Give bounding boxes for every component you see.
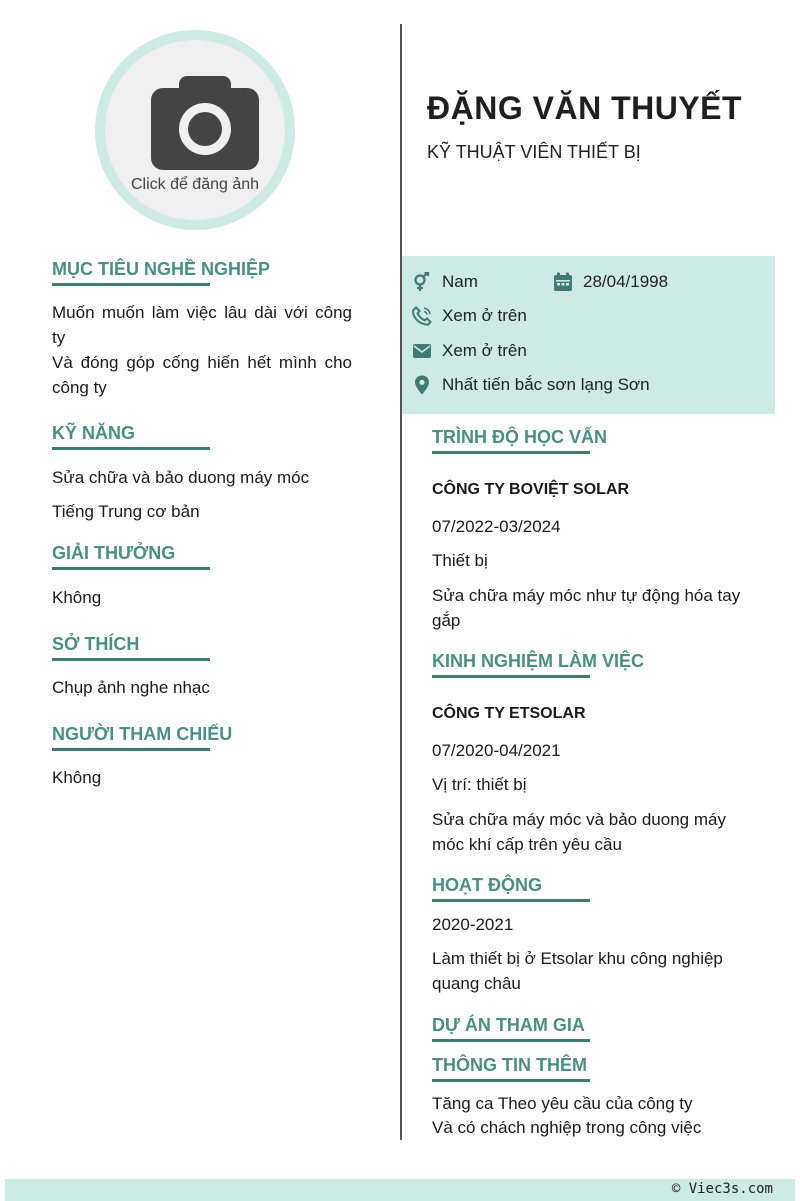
- phone-icon: [412, 306, 432, 326]
- address-value: Nhất tiến bắc sơn lạng Sơn: [442, 375, 650, 394]
- footer-bar: [5, 1179, 795, 1201]
- education-underline: [432, 451, 590, 454]
- contact-gender: [412, 272, 478, 292]
- contact-phone: [412, 306, 527, 326]
- objective-heading: MỤC TIÊU NGHỀ NGHIỆP: [52, 259, 271, 279]
- references-heading: NGƯỜI THAM CHIẾU: [52, 724, 233, 744]
- avatar-caption[interactable]: Click để đăng ảnh: [130, 176, 260, 193]
- gender-icon: [412, 272, 432, 292]
- objective-underline: [52, 283, 210, 286]
- objective-line: công ty: [52, 378, 107, 397]
- hobbies-underline: [52, 658, 210, 661]
- awards-heading: GIẢI THƯỞNG: [52, 543, 176, 563]
- activities-underline: [432, 899, 590, 902]
- experience-org: CÔNG TY ETSOLAR: [432, 705, 586, 722]
- skills-underline: [52, 447, 210, 450]
- education-desc-line: Sửa chữa máy móc như tự động hóa tay: [432, 586, 741, 605]
- objective-text: [52, 300, 352, 400]
- education-desc-line: gắp: [432, 611, 461, 630]
- email-icon: [412, 341, 432, 361]
- job-title: KỸ THUẬT VIÊN THIẾT BỊ: [427, 142, 641, 162]
- activities-desc-line: Làm thiết bị ở Etsolar khu công nghiệp: [432, 949, 723, 968]
- avatar-placeholder[interactable]: [105, 40, 285, 220]
- activities-period: 2020-2021: [432, 915, 514, 934]
- hobbies-heading: SỞ THÍCH: [52, 634, 140, 654]
- contact-birthdate: [553, 272, 668, 292]
- gender-value: Nam: [442, 272, 478, 291]
- extra-info-line: Và có chách nghiệp trong công việc: [432, 1118, 702, 1137]
- education-period: 07/2022-03/2024: [432, 517, 561, 536]
- skill-item: Sửa chữa và bảo duong máy móc: [52, 468, 310, 487]
- experience-position: Vị trí: thiết bị: [432, 775, 527, 794]
- education-desc: [432, 583, 752, 633]
- extra-info-heading: THÔNG TIN THÊM: [432, 1055, 587, 1075]
- references-underline: [52, 748, 210, 751]
- phone-value: Xem ở trên: [442, 306, 527, 325]
- objective-line: Muốn muốn làm việc lâu dài với công: [52, 303, 352, 322]
- education-field: Thiết bị: [432, 551, 488, 570]
- email-value: Xem ở trên: [442, 341, 527, 360]
- experience-desc-line: móc khí cấp trên yêu cầu: [432, 835, 622, 854]
- experience-underline: [432, 675, 590, 678]
- birthdate-value: 28/04/1998: [583, 272, 669, 291]
- projects-underline: [432, 1039, 590, 1042]
- experience-desc: [432, 807, 752, 857]
- extra-info-text: [432, 1092, 701, 1140]
- calendar-icon: [553, 272, 573, 292]
- contact-address: [412, 375, 650, 395]
- activities-desc-line: quang châu: [432, 974, 521, 993]
- extra-info-underline: [432, 1079, 590, 1082]
- experience-desc-line: Sửa chữa máy móc và bảo duong máy: [432, 810, 726, 829]
- projects-heading: DỰ ÁN THAM GIA: [432, 1015, 585, 1035]
- awards-text: Không: [52, 588, 102, 607]
- candidate-name: ĐẶNG VĂN THUYẾT: [427, 90, 743, 126]
- experience-heading: KINH NGHIỆM LÀM VIỆC: [432, 651, 645, 671]
- avatar-upload[interactable]: [95, 30, 295, 230]
- objective-line: Và đóng góp cống hiến hết mình cho: [52, 353, 352, 372]
- location-icon: [412, 375, 432, 395]
- references-text: Không: [52, 768, 102, 787]
- extra-info-line: Tăng ca Theo yêu cầu của công ty: [432, 1094, 693, 1113]
- contact-panel: [402, 256, 775, 414]
- activities-heading: HOẠT ĐỘNG: [432, 875, 542, 895]
- education-heading: TRÌNH ĐỘ HỌC VẤN: [432, 427, 607, 447]
- footer-credit: © Viec3s.com: [671, 1181, 773, 1197]
- skills-heading: KỸ NĂNG: [52, 423, 136, 443]
- objective-line: ty: [52, 328, 66, 347]
- awards-underline: [52, 567, 210, 570]
- hobbies-text: Chụp ảnh nghe nhạc: [52, 678, 210, 697]
- experience-period: 07/2020-04/2021: [432, 741, 561, 760]
- camera-icon: [151, 76, 259, 170]
- column-divider: [400, 24, 402, 1140]
- skill-item: Tiếng Trung cơ bản: [52, 502, 200, 521]
- contact-email: [412, 341, 527, 361]
- education-org: CÔNG TY BOVIỆT SOLAR: [432, 481, 630, 498]
- activities-desc: [432, 946, 752, 996]
